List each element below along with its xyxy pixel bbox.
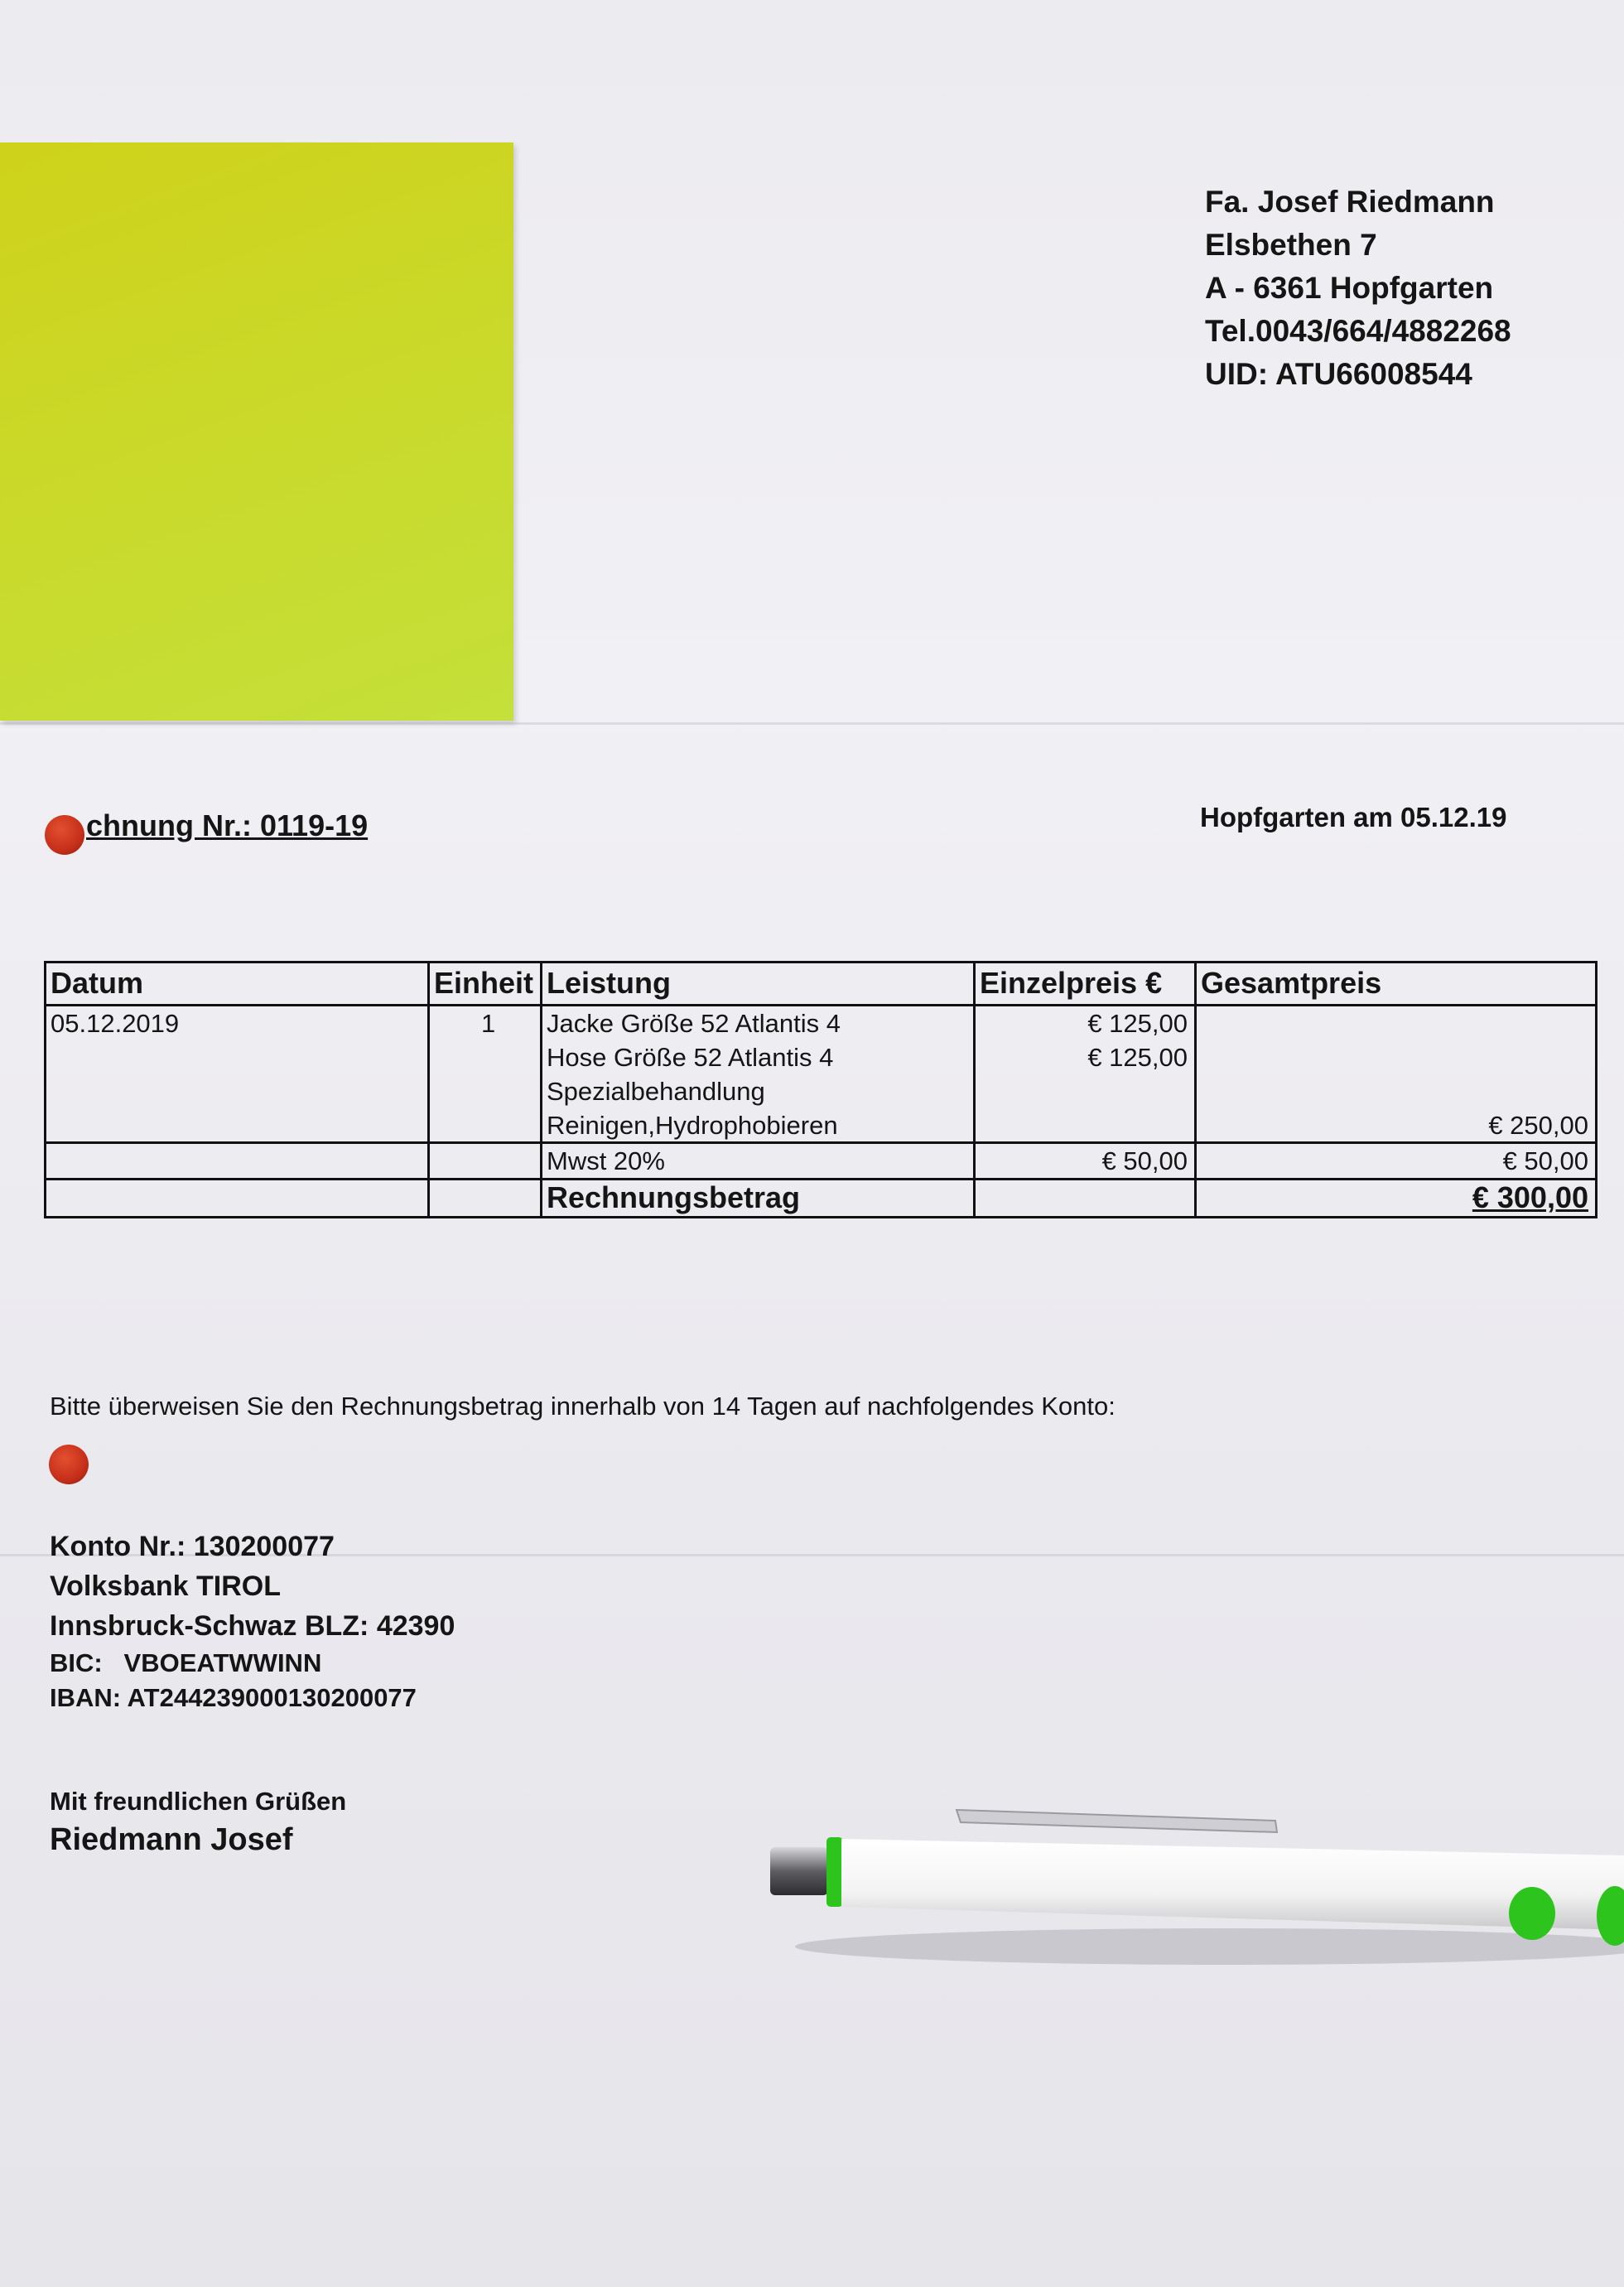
bank-branch: Innsbruck-Schwaz BLZ: 42390 bbox=[50, 1610, 455, 1642]
item-line: Spezialbehandlung bbox=[547, 1077, 765, 1106]
header-einheit: Einheit bbox=[434, 966, 534, 1000]
header-gesamtpreis: Gesamtpreis bbox=[1201, 966, 1382, 1000]
bank-details bbox=[50, 1527, 455, 1715]
header-datum: Datum bbox=[51, 966, 144, 1000]
item-line: Hose Größe 52 Atlantis 4 bbox=[547, 1043, 834, 1072]
table-border bbox=[540, 961, 542, 1218]
total-gesamtpreis: € 300,00 bbox=[1472, 1180, 1588, 1214]
item-datum: 05.12.2019 bbox=[51, 1009, 180, 1038]
table-border bbox=[44, 1216, 1597, 1218]
sticky-note bbox=[0, 142, 513, 721]
tax-einzelpreis: € 50,00 bbox=[1101, 1146, 1188, 1175]
sender-phone: Tel.0043/664/4882268 bbox=[1205, 314, 1511, 348]
sender-uid: UID: ATU66008544 bbox=[1205, 357, 1472, 391]
closing-signer: Riedmann Josef bbox=[50, 1822, 293, 1857]
bank-iban: IBAN: AT244239000130200077 bbox=[50, 1683, 417, 1712]
table-border bbox=[44, 961, 1597, 963]
red-pin-dot bbox=[45, 815, 84, 855]
bank-name: Volksbank TIROL bbox=[50, 1571, 281, 1602]
red-pin-dot bbox=[49, 1445, 89, 1484]
item-einzelpreis: € 125,00 bbox=[1087, 1043, 1188, 1072]
item-line: Reinigen,Hydrophobieren bbox=[547, 1111, 838, 1140]
table-border bbox=[973, 961, 976, 1218]
sender-city: A - 6361 Hopfgarten bbox=[1205, 271, 1494, 305]
paper-fold-line bbox=[0, 722, 1624, 725]
closing-greeting: Mit freundlichen Grüßen bbox=[50, 1787, 347, 1816]
total-label: Rechnungsbetrag bbox=[547, 1180, 801, 1214]
pen-image bbox=[762, 1806, 1624, 1988]
header-einzelpreis: Einzelpreis € bbox=[980, 966, 1163, 1000]
item-einzelpreis: € 125,00 bbox=[1087, 1009, 1188, 1038]
tax-label: Mwst 20% bbox=[547, 1146, 665, 1175]
sender-street: Elsbethen 7 bbox=[1205, 228, 1377, 262]
table-border bbox=[44, 961, 46, 1218]
header-leistung: Leistung bbox=[547, 966, 671, 1000]
invoice-place-date: Hopfgarten am 05.12.19 bbox=[1200, 802, 1507, 832]
table-border bbox=[1194, 961, 1197, 1218]
bank-account: Konto Nr.: 130200077 bbox=[50, 1531, 335, 1562]
sender-company: Fa. Josef Riedmann bbox=[1205, 185, 1495, 219]
item-gesamtpreis: € 250,00 bbox=[1488, 1111, 1588, 1140]
item-line: Jacke Größe 52 Atlantis 4 bbox=[547, 1009, 841, 1038]
tax-gesamtpreis: € 50,00 bbox=[1502, 1146, 1588, 1175]
sender-address bbox=[1205, 181, 1511, 396]
invoice-table bbox=[44, 961, 1597, 1218]
bank-bic: BIC: VBOEATWWINN bbox=[50, 1648, 322, 1677]
invoice-number: chnung Nr.: 0119-19 bbox=[86, 808, 369, 842]
payment-note: Bitte überweisen Sie den Rechnungsbetrag innerhalb von 14 Tagen auf nachfolgendes Konto: bbox=[50, 1392, 1116, 1421]
item-einheit: 1 bbox=[481, 1009, 496, 1038]
table-border bbox=[1595, 961, 1597, 1218]
table-border bbox=[427, 961, 430, 1218]
